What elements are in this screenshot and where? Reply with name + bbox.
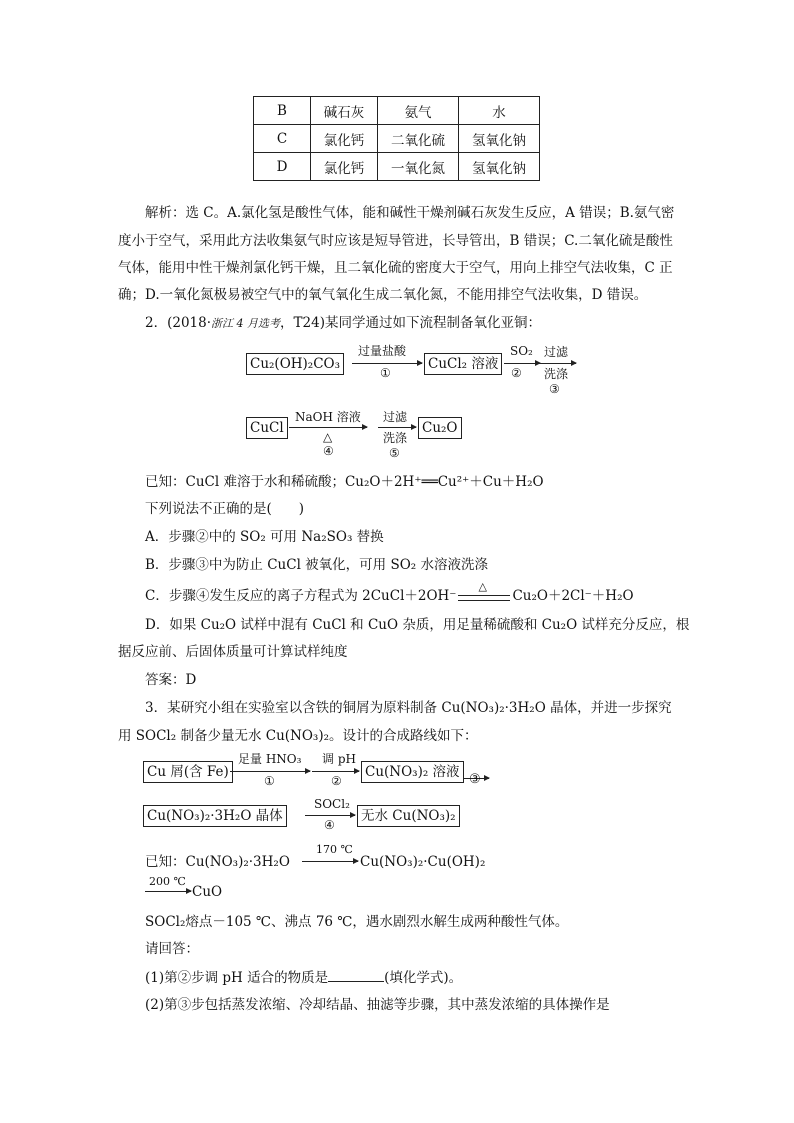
question-3-line: 3．某研究小组在实验室以含铁的铜屑为原料制备 Cu(NO₃)₂·3H₂O 晶体，并进一步探究 — [145, 700, 672, 716]
intermediate-product: Cu(NO₃)₂·Cu(OH)₂ — [360, 854, 486, 870]
options-table — [253, 96, 540, 181]
table-cell: 氯化钙 — [311, 153, 378, 181]
reagent-label: NaOH 溶液 — [295, 410, 361, 424]
known-info: 已知：CuCl 难溶于水和稀硫酸；Cu₂O＋2H⁺══Cu²⁺＋Cu＋H₂O — [145, 474, 544, 490]
option-c-products: Cu₂O＋2Cl⁻＋H₂O — [512, 588, 634, 604]
option-b: B．步骤③中为防止 CuCl 被氧化，可用 SO₂ 水溶液洗涤 — [145, 557, 488, 573]
exam-source: 浙江 4 月选考 — [211, 317, 281, 330]
flow-box: CuCl₂ 溶液 — [424, 353, 502, 375]
flow-box: Cu₂(OH)₂CO₃ — [246, 353, 344, 375]
option-c-text: C．步骤④发生反应的离子方程式为 2CuCl＋2OH⁻ — [145, 588, 457, 604]
step-label: ③ — [469, 772, 481, 787]
reaction-arrow — [305, 815, 355, 816]
step-label: ① — [264, 774, 275, 788]
step-label: ⑤ — [389, 446, 400, 460]
table-cell: 二氧化硫 — [378, 125, 459, 153]
equals-bar — [458, 595, 510, 601]
table-cell: B — [254, 97, 311, 125]
sub-question-text: (1)第②步调 pH 适合的物质是 — [145, 970, 329, 986]
option-c — [145, 579, 634, 606]
reaction-arrow — [230, 771, 310, 772]
question-2-heading — [145, 313, 541, 334]
table-cell: 一氧化氮 — [378, 153, 459, 181]
flow-box: Cu₂O — [418, 417, 462, 439]
reaction-arrow — [302, 861, 358, 862]
table-cell: 氢氧化钠 — [459, 125, 540, 153]
condition-label: 170 ℃ — [316, 843, 353, 856]
question-3-line: 用 SOCl₂ 制备少量无水 Cu(NO₃)₂。设计的合成路线如下： — [118, 728, 478, 744]
flow-box: 无水 Cu(NO₃)₂ — [357, 805, 460, 827]
known-info: 已知：Cu(NO₃)₂·3H₂O — [145, 854, 290, 870]
step-label: ① — [380, 366, 391, 380]
table-cell: 氯化钙 — [311, 125, 378, 153]
option-a: A．步骤②中的 SO₂ 可用 Na₂SO₃ 替换 — [145, 529, 384, 545]
ask-label: 请回答： — [145, 941, 199, 957]
reagent-label: 过量盐酸 — [358, 344, 407, 358]
reaction-arrow — [312, 771, 359, 772]
reagent-label: 足量 HNO₃ — [238, 752, 302, 766]
option-d: D．如果 Cu₂O 试样中混有 CuCl 和 CuO 杂质，用足量稀硫酸和 Cu₂O 试样充分反应，根 — [145, 617, 690, 633]
sub-question-text: (填化学式)。 — [384, 970, 463, 986]
final-product: CuO — [192, 884, 223, 900]
analysis-line: 度小于空气，采用此方法收集氨气时应该是短导管进，长导管出，B 错误；C.二氧化硫是酸性 — [118, 233, 673, 249]
table-cell: D — [254, 153, 311, 181]
reaction-arrow — [145, 891, 191, 892]
flow-box: Cu(NO₃)₂·3H₂O 晶体 — [143, 805, 287, 827]
question-prompt: 下列说法不正确的是( ) — [145, 501, 305, 517]
condition-label: △ — [323, 430, 333, 444]
step-label: ③ — [549, 382, 560, 396]
step-label: ④ — [324, 818, 335, 832]
step-label: ② — [331, 774, 342, 788]
flow-box: Cu 屑(含 Fe) — [143, 761, 233, 783]
table-cell: 碱石灰 — [311, 97, 378, 125]
table-cell: 水 — [459, 97, 540, 125]
reagent-label: SOCl₂ — [314, 797, 350, 811]
question-stem: ，T24)某同学通过如下流程制备氧化亚铜： — [280, 315, 541, 331]
flow-box: Cu(NO₃)₂ 溶液 — [361, 761, 464, 783]
answer: 答案：D — [145, 672, 197, 688]
reagent-label: 调 pH — [322, 752, 356, 766]
flow-box: CuCl — [246, 417, 288, 439]
operation-label: 洗涤 — [383, 431, 408, 445]
operation-label: 过滤 — [544, 345, 569, 359]
operation-label: 过滤 — [383, 410, 408, 424]
reaction-arrow — [289, 427, 367, 428]
analysis-line: 气体，能用中性干燥剂氯化钙干燥，且二氧化硫的密度大于空气，用向上排空气法收集，C 正 — [118, 260, 673, 276]
table-row — [254, 97, 540, 125]
socl2-info: SOCl₂熔点－105 ℃、沸点 76 ℃，遇水剧烈水解生成两种酸性气体。 — [145, 914, 569, 930]
reaction-arrow — [540, 363, 576, 364]
operation-label: 洗涤 — [544, 367, 569, 381]
sub-question-2: (2)第③步包括蒸发浓缩、冷却结晶、抽滤等步骤，其中蒸发浓缩的具体操作是 — [145, 997, 610, 1013]
analysis-line: 解析：选 C。A.氯化氢是酸性气体，能和碱性干燥剂碱石灰发生反应，A 错误；B.氨气密 — [145, 205, 675, 221]
answer-blank[interactable] — [328, 967, 384, 982]
reagent-label: SO₂ — [510, 344, 533, 358]
equation-arrow — [456, 579, 512, 604]
condition-label: 200 ℃ — [149, 875, 186, 888]
reaction-arrow — [504, 363, 540, 364]
reaction-arrow — [378, 427, 416, 428]
question-number: 2．(2018· — [145, 315, 212, 331]
analysis-line: 确；D.一氧化氮极易被空气中的氧气氧化生成二氧化氮，不能用排空气法收集，D 错误。 — [118, 287, 648, 303]
sub-question-1 — [145, 967, 462, 988]
reaction-arrow — [352, 363, 422, 364]
table-row — [254, 125, 540, 153]
table-row — [254, 153, 540, 181]
step-label: ④ — [323, 444, 334, 458]
table-cell: C — [254, 125, 311, 153]
table-cell: 氢氧化钠 — [459, 153, 540, 181]
table-cell: 氨气 — [378, 97, 459, 125]
step-label: ② — [511, 366, 522, 380]
option-d-cont: 据反应前、后固体质量可计算试样纯度 — [118, 644, 348, 660]
condition-label: △ — [478, 579, 487, 593]
